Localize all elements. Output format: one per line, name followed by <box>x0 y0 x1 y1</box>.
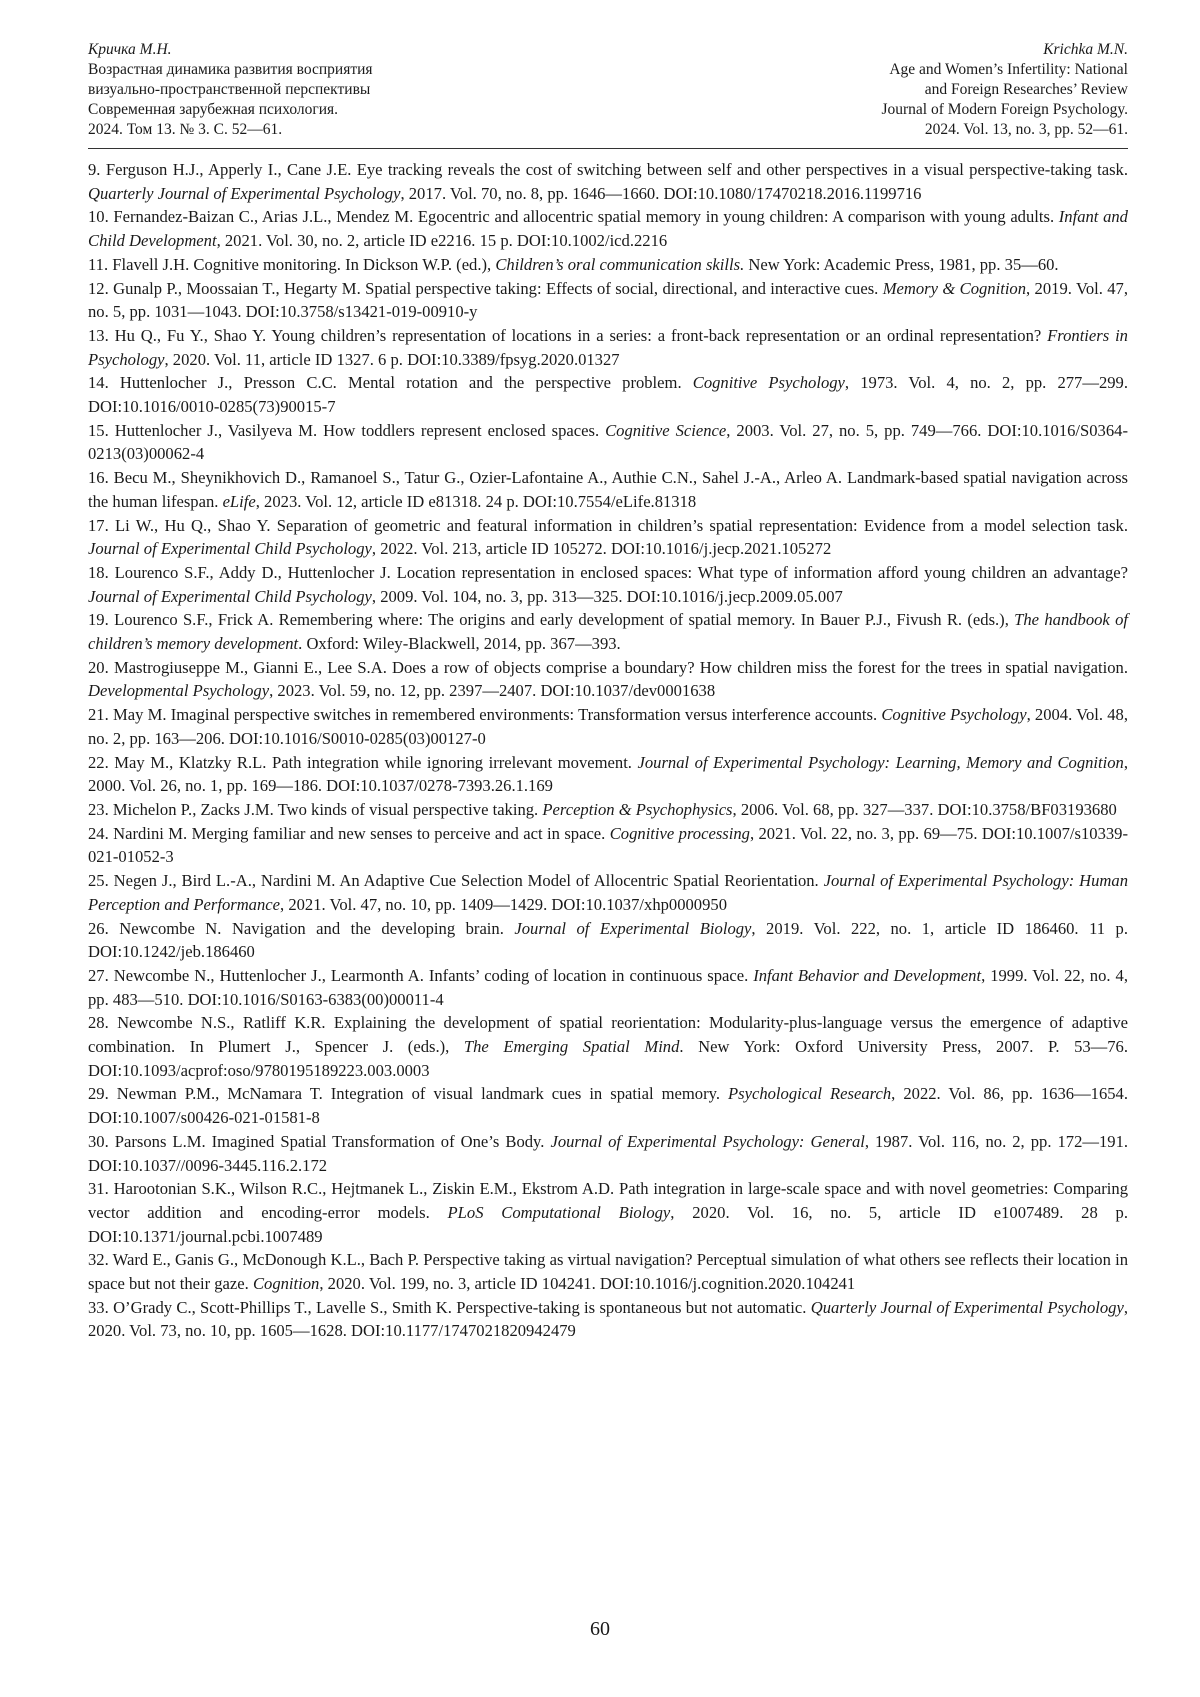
reference-number: 25. <box>88 871 109 891</box>
reference-text: Harootonian S.K., Wilson R.C., Hejtmanek L., Ziskin E.M., Ekstrom A.D. Path integration in large-scale space and with novel geometries: Comparing vector addition and encoding-error models. <box>88 1179 1128 1222</box>
header-journal-ru: Современная зарубежная психология. <box>88 101 339 118</box>
reference-number: 18. <box>88 562 109 582</box>
reference-number: 24. <box>88 823 109 843</box>
reference-item <box>88 869 1128 916</box>
reference-number: 19. <box>88 610 109 630</box>
reference-details: , 2019. Vol. 47, no. 5, pp. 1031—1043. DOI:10.3758/s13421-019-00910-y <box>88 278 1128 322</box>
reference-item <box>88 561 1128 608</box>
reference-journal: Frontiers in Psychology <box>88 325 1128 369</box>
header-title-ru-line-2: визуально-пространственной перспективы <box>88 81 371 98</box>
reference-item <box>88 253 1128 277</box>
reference-item <box>88 964 1128 1011</box>
reference-details: , 2021. Vol. 22, no. 3, pp. 69—75. DOI:10.1007/s10339-021-01052-3 <box>88 823 1129 867</box>
reference-journal: Cognitive processing <box>609 823 750 843</box>
reference-item <box>88 205 1128 252</box>
reference-details: , 2023. Vol. 12, article ID e81318. 24 p. DOI:10.7554/eLife.81318 <box>255 491 697 511</box>
reference-text: O’Grady C., Scott-Phillips T., Lavelle S., Smith K. Perspective-taking is spontaneous but not automatic. <box>113 1297 811 1317</box>
reference-details: , 1987. Vol. 116, no. 2, pp. 172—191. DOI:10.1037//0096-3445.116.2.172 <box>88 1131 1129 1175</box>
running-header <box>88 40 1128 140</box>
reference-text: Gunalp P., Moossaian T., Hegarty M. Spatial perspective taking: Effects of social, directional, and interactive cues. <box>113 278 883 298</box>
reference-journal: Journal of Experimental Psychology: General <box>550 1131 865 1151</box>
reference-item <box>88 917 1128 964</box>
reference-details: , 2003. Vol. 27, no. 5, pp. 749—766. DOI:10.1016/S0364-0213(03)00062-4 <box>88 420 1128 464</box>
reference-journal: Cognitive Science <box>605 420 727 440</box>
reference-text: Huttenlocher J., Presson C.C. Mental rotation and the perspective problem. <box>119 373 693 393</box>
reference-number: 29. <box>88 1084 109 1104</box>
reference-number: 16. <box>88 468 109 488</box>
reference-journal: The Emerging Spatial Mind <box>463 1037 680 1057</box>
reference-journal: The handbook of children’s memory development <box>88 610 1128 654</box>
reference-details: , 1999. Vol. 22, no. 4, pp. 483—510. DOI:10.1016/S0163-6383(00)00011-4 <box>88 965 1128 1009</box>
reference-item <box>88 656 1128 703</box>
reference-text: Ferguson H.J., Apperly I., Cane J.E. Eye tracking reveals the cost of switching between self and other perspectives in a visual perspective-taking task. <box>105 160 1128 179</box>
reference-number: 22. <box>88 752 109 772</box>
reference-journal: Cognitive Psychology <box>881 705 1027 725</box>
reference-number: 30. <box>88 1131 109 1151</box>
reference-text: Becu M., Sheynikhovich D., Ramanoel S., Tatur G., Ozier-Lafontaine A., Authie C.N., Sahel J.-A., Arleo A. Landmark-based spatial navigation across the human lifespan. <box>88 468 1128 511</box>
header-issue-en: 2024. Vol. 13, no. 3, pp. 52—61. <box>924 121 1128 138</box>
reference-details: . New York: Oxford University Press, 2007. P. 53—76. DOI:10.1093/acprof:oso/9780195189223.003.0003 <box>88 1037 1128 1080</box>
reference-details: , 2023. Vol. 59, no. 12, pp. 2397—2407. DOI:10.1037/dev0001638 <box>269 681 716 701</box>
header-right <box>881 40 1128 140</box>
reference-item <box>88 608 1128 655</box>
reference-details: . Oxford: Wiley-Blackwell, 2014, pp. 367—393. <box>298 634 621 654</box>
header-title-en-line-1: Age and Women’s Infertility: National <box>889 61 1128 78</box>
reference-details: , 2022. Vol. 86, pp. 1636—1654. DOI:10.1007/s00426-021-01581-8 <box>88 1084 1128 1128</box>
reference-text: Newman P.M., McNamara T. Integration of visual landmark cues in spatial memory. <box>116 1084 728 1104</box>
reference-item <box>88 1082 1128 1129</box>
reference-number: 21. <box>88 705 109 725</box>
reference-journal: Journal of Experimental Psychology: Human Perception and Performance <box>88 871 1128 914</box>
reference-number: 12. <box>88 278 109 298</box>
reference-item <box>88 1177 1128 1248</box>
reference-number: 14. <box>88 373 109 393</box>
reference-list <box>88 158 1128 1343</box>
reference-item <box>88 514 1128 561</box>
reference-text: Huttenlocher J., Vasilyeva M. How toddlers represent enclosed spaces. <box>114 420 606 440</box>
reference-number: 10. <box>88 207 109 227</box>
reference-number: 13. <box>88 325 109 345</box>
reference-item <box>88 822 1128 869</box>
reference-item <box>88 1011 1128 1082</box>
reference-text: Mastrogiuseppe M., Gianni E., Lee S.A. Does a row of objects comprise a boundary? How children miss the forest for the trees in spatial navigation. <box>113 657 1128 677</box>
header-left <box>88 40 373 140</box>
reference-details: , 2022. Vol. 213, article ID 105272. DOI:10.1016/j.jecp.2021.105272 <box>371 539 832 559</box>
reference-item <box>88 419 1128 466</box>
page-number: 60 <box>590 1618 610 1640</box>
reference-item <box>88 798 1128 822</box>
reference-item <box>88 751 1128 798</box>
reference-number: 15. <box>88 420 109 440</box>
reference-journal: Cognition <box>252 1274 320 1294</box>
reference-details: New York: Academic Press, 1981, pp. 35—60. <box>744 254 1059 274</box>
reference-text: Newcombe N.S., Ratliff K.R. Explaining the development of spatial reorientation: Modularity-plus-language versus the emergence of adaptive combination. In Plumert J., Spencer J. (eds.), <box>88 1013 1129 1057</box>
reference-item <box>88 1296 1128 1343</box>
reference-details: , 2020. Vol. 199, no. 3, article ID 104241. DOI:10.1016/j.cognition.2020.104241 <box>319 1274 856 1294</box>
reference-journal: Cognitive Psychology <box>692 373 845 393</box>
reference-text: Li W., Hu Q., Shao Y. Separation of geometric and featural information in children’s spatial representation: Evidence from a model selection task. <box>115 515 1129 535</box>
reference-text: Lourenco S.F., Frick A. Remembering where: The origins and early development of spatial memory. In Bauer P.J., Fivush R. (eds.), <box>114 610 1015 630</box>
reference-journal: Children’s oral communication skills. <box>495 254 745 274</box>
reference-number: 23. <box>88 799 109 819</box>
reference-details: , 2017. Vol. 70, no. 8, pp. 1646—1660. DOI:10.1080/17470218.2016.1199716 <box>400 183 922 203</box>
reference-number: 17. <box>88 515 109 535</box>
reference-details: , 2009. Vol. 104, no. 3, pp. 313—325. DOI:10.1016/j.jecp.2009.05.007 <box>371 586 843 606</box>
reference-text: Hu Q., Fu Y., Shao Y. Young children’s representation of locations in a series: a front-back representation or an ordinal representation? <box>114 325 1048 345</box>
reference-item <box>88 466 1128 513</box>
reference-item <box>88 703 1128 750</box>
reference-details: , 1973. Vol. 4, no. 2, pp. 277—299. DOI:10.1016/0010-0285(73)90015-7 <box>88 373 1128 417</box>
reference-details: , 2020. Vol. 73, no. 10, pp. 1605—1628. DOI:10.1177/1747021820942479 <box>88 1297 1129 1341</box>
header-issue-ru: 2024. Том 13. № 3. С. 52—61. <box>88 121 283 138</box>
header-author-en: Krichka M.N. <box>1043 41 1128 58</box>
reference-details: , 2000. Vol. 26, no. 1, pp. 169—186. DOI:10.1037/0278-7393.26.1.169 <box>88 752 1128 796</box>
reference-details: , 2021. Vol. 47, no. 10, pp. 1409—1429. DOI:10.1037/xhp0000950 <box>280 894 727 914</box>
reference-journal: Journal of Experimental Child Psychology <box>88 539 372 559</box>
header-journal-en: Journal of Modern Foreign Psychology. <box>881 101 1128 118</box>
reference-details: , 2020. Vol. 16, no. 5, article ID e1007489. 28 p. DOI:10.1371/journal.pcbi.1007489 <box>88 1202 1128 1246</box>
reference-text: Fernandez-Baizan C., Arias J.L., Mendez M. Egocentric and allocentric spatial memory in young children: A comparison with young adults. <box>113 207 1059 227</box>
reference-details: , 2020. Vol. 11, article ID 1327. 6 p. DOI:10.3389/fpsyg.2020.01327 <box>164 349 620 369</box>
reference-text: Michelon P., Zacks J.M. Two kinds of visual perspective taking. <box>112 799 543 819</box>
reference-number: 32. <box>88 1250 109 1270</box>
reference-item <box>88 158 1128 205</box>
reference-item <box>88 277 1128 324</box>
reference-number: 28. <box>88 1013 109 1033</box>
reference-text: May M., Klatzky R.L. Path integration while ignoring irrelevant movement. <box>114 752 638 772</box>
reference-item <box>88 1248 1128 1295</box>
reference-text: Newcombe N. Navigation and the developing brain. <box>119 918 515 938</box>
reference-number: 9. <box>88 160 101 179</box>
reference-text: Lourenco S.F., Addy D., Huttenlocher J. Location representation in enclosed spaces: What type of information afford young children an advantage? <box>114 562 1128 582</box>
header-title-en-line-2: and Foreign Researches’ Review <box>924 81 1128 98</box>
reference-journal: Quarterly Journal of Experimental Psychology <box>88 183 401 203</box>
reference-journal: Journal of Experimental Biology <box>514 918 752 938</box>
reference-number: 31. <box>88 1179 109 1199</box>
header-author-ru: Кричка М.Н. <box>88 41 172 58</box>
reference-text: Negen J., Bird L.-A., Nardini M. An Adaptive Cue Selection Model of Allocentric Spatial Reorientation. <box>113 871 824 891</box>
reference-text: Ward E., Ganis G., McDonough K.L., Bach P. Perspective taking as virtual navigation? Perceptual simulation of what others see reflects their location in space but not their gaze. <box>88 1250 1128 1294</box>
reference-journal: Journal of Experimental Child Psychology <box>88 586 372 606</box>
reference-number: 33. <box>88 1297 109 1317</box>
reference-text: Nardini M. Merging familiar and new senses to perceive and act in space. <box>113 823 610 843</box>
header-title-ru-line-1: Возрастная динамика развития восприятия <box>88 61 373 78</box>
reference-journal: Infant and Child Development <box>88 207 1128 251</box>
reference-text: May M. Imaginal perspective switches in remembered environments: Transformation versus interference accounts. <box>112 705 882 725</box>
reference-item <box>88 371 1128 418</box>
page <box>88 40 1128 1343</box>
reference-details: , 2006. Vol. 68, pp. 327—337. DOI:10.3758/BF03193680 <box>732 799 1117 819</box>
reference-details: , 2004. Vol. 48, no. 2, pp. 163—206. DOI:10.1016/S0010-0285(03)00127-0 <box>88 705 1129 748</box>
reference-details: , 2019. Vol. 222, no. 1, article ID 186460. 11 p. DOI:10.1242/jeb.186460 <box>88 918 1128 962</box>
reference-journal: Memory & Cognition <box>882 278 1027 298</box>
reference-journal: Perception & Psychophysics <box>542 799 733 819</box>
reference-item <box>88 324 1128 371</box>
reference-number: 27. <box>88 965 109 985</box>
reference-number: 26. <box>88 918 109 938</box>
reference-number: 20. <box>88 657 109 677</box>
reference-journal: Journal of Experimental Psychology: Learning, Memory and Cognition <box>637 752 1124 772</box>
reference-text: Parsons L.M. Imagined Spatial Transformation of One’s Body. <box>114 1131 551 1151</box>
reference-journal: Developmental Psychology <box>88 681 270 701</box>
reference-journal: Psychological Research <box>728 1084 892 1104</box>
reference-journal: eLife <box>222 491 256 511</box>
reference-item <box>88 1130 1128 1177</box>
reference-journal: Infant Behavior and Development <box>753 965 982 985</box>
reference-text: Flavell J.H. Cognitive monitoring. In Dickson W.P. (ed.), <box>112 254 496 274</box>
reference-journal: PLoS Computational Biology <box>447 1202 671 1222</box>
reference-text: Newcombe N., Huttenlocher J., Learmonth A. Infants’ coding of location in continuous space. <box>113 965 754 985</box>
header-divider <box>88 148 1128 149</box>
reference-journal: Quarterly Journal of Experimental Psychology <box>810 1297 1124 1317</box>
reference-number: 11. <box>88 254 109 274</box>
reference-details: , 2021. Vol. 30, no. 2, article ID e2216. 15 p. DOI:10.1002/icd.2216 <box>216 231 668 251</box>
